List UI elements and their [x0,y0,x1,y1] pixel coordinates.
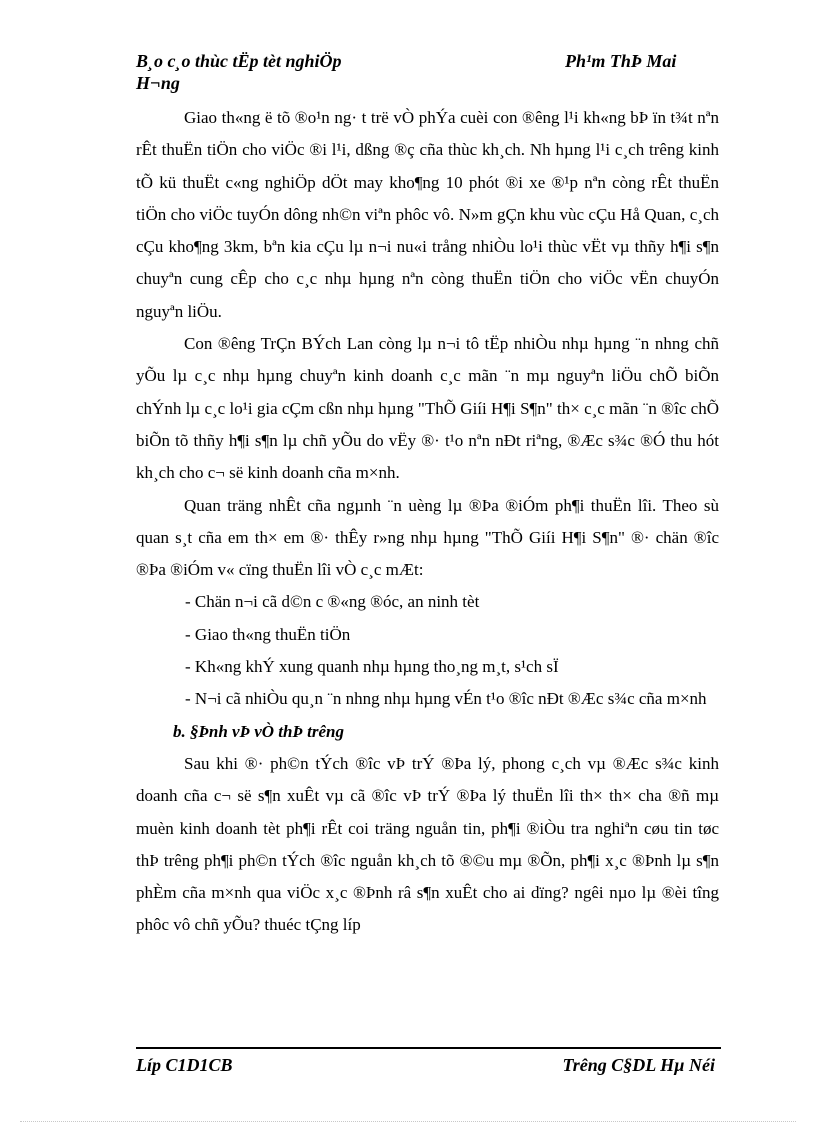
list-item: - Chän n¬i cã d©n c ®«ng ®óc, an ninh tèt [185,592,480,612]
footer-class-code: Líp C1D1CB [136,1055,233,1075]
paragraph-street: Con ®êng TrÇn BÝch Lan còng lµ n¬i tô tËp nhiÒu nhµ hµng ¨n nhng chñ yÕu lµ c¸c nhµ hµng chuyªn kinh doanh c¸c mãn ¨n mµ nguyªn liÖu chÕ biÕn chÝnh lµ c¸c lo¹i gia cÇm cßn nhµ hµng "ThÕ Giíi H¶i S¶n" th× c¸c mãn ¨n ®îc chÕ biÕn tõ thñy h¶i s¶n lµ chñ yÕu do vËy ®· t¹o nªn nÐt riªng, ®Æc s¾c ®Ó thu hót kh¸ch cho c¬ së kinh doanh cña m×nh. [136,334,719,483]
page-edge-divider [20,1121,796,1122]
header-report-title: B¸o c¸o thùc tËp tèt nghiÖp [136,51,342,71]
footer-school-name: Trêng C§DL Hµ Néi [562,1055,715,1075]
list-item: - Kh«ng khÝ xung quanh nhµ hµng tho¸ng m¸t, s¹ch sÏ [185,657,559,677]
header-author-name-continued: H¬ng [136,73,180,93]
header-author-name: Ph¹m ThÞ Mai [565,51,677,71]
paragraph-market-positioning: Sau khi ®· ph©n tÝch ®îc vÞ trÝ ®Þa lý, phong c¸ch vµ ®Æc s¾c kinh doanh cña c¬ së s¶n xuÊt vµ cã ®îc vÞ trÝ ®Þa lý thuËn lîi th× th× cha ®ñ mµ muèn kinh doanh tèt ph¶i rÊt coi träng nguån tin, ph¶i ®iÒu tra nghiªn cøu tin tøc thÞ trêng ph¶i ph©n tÝch ®îc nguån kh¸ch tõ ®©u mµ ®Õn, ph¶i x¸c ®Þnh lµ s¶n phÈm cña m×nh qua viÖc x¸c ®Þnh râ s¶n xuÊt cho ai dïng? ngêi nµo lµ ®èi tîng phôc vô chñ yÕu? thuéc tÇng líp [136,753,719,935]
page-footer [136,1053,721,1077]
list-item: - N¬i cã nhiÒu qu¸n ¨n nhng nhµ hµng vÉn t¹o ®îc nÐt ®Æc s¾c cña m×nh [185,689,707,709]
main-content [136,102,719,942]
list-item: - Giao th«ng thuËn tiÖn [185,624,351,644]
footer-divider [136,1047,721,1049]
paragraph-traffic: Giao th«ng ë tõ ®o¹n ng· t trë vÒ phÝa cuèi con ®êng l¹i kh«ng bÞ ïn t¾t nªn rÊt thuËn tiÖn cho viÖc ®i l¹i, dßng ®ç cña thùc kh¸ch. Nh hµng l¹i c¸ch trêng kinh tÕ kü thuËt c«ng nghiÖp dÖt may kho¶ng 10 phót ®i xe ®¹p nªn còng rÊt thuËn tiÖn cho viÖc tuyÓn dông nh©n viªn phôc vô. N»m gÇn khu vùc cÇu Hå Quan, c¸ch cÇu kho¶ng 3km, bªn kia cÇu lµ n¬i nu«i trång nhiÒu lo¹i thùc vËt vµ thñy h¶i s¶n chuyªn cung cÊp cho c¸c nhµ hµng nªn còng thuËn tiÖn cho viÖc vËn chuyÓn nguyªn liÖu. [136,108,719,321]
section-subheading: b. §Þnh vÞ vÒ thÞ trêng [173,721,344,741]
paragraph-location: Quan träng nhÊt cña ngµnh ¨n uèng lµ ®Þa ®iÓm ph¶i thuËn lîi. Theo sù quan s¸t cña em th× em ®· thÊy r»ng nhµ hµng "ThÕ Giíi H¶i S¶n" ®· chän ®îc ®Þa ®iÓm v« cïng thuËn lîi vÒ c¸c mÆt: [136,495,719,580]
page-header [136,50,716,96]
